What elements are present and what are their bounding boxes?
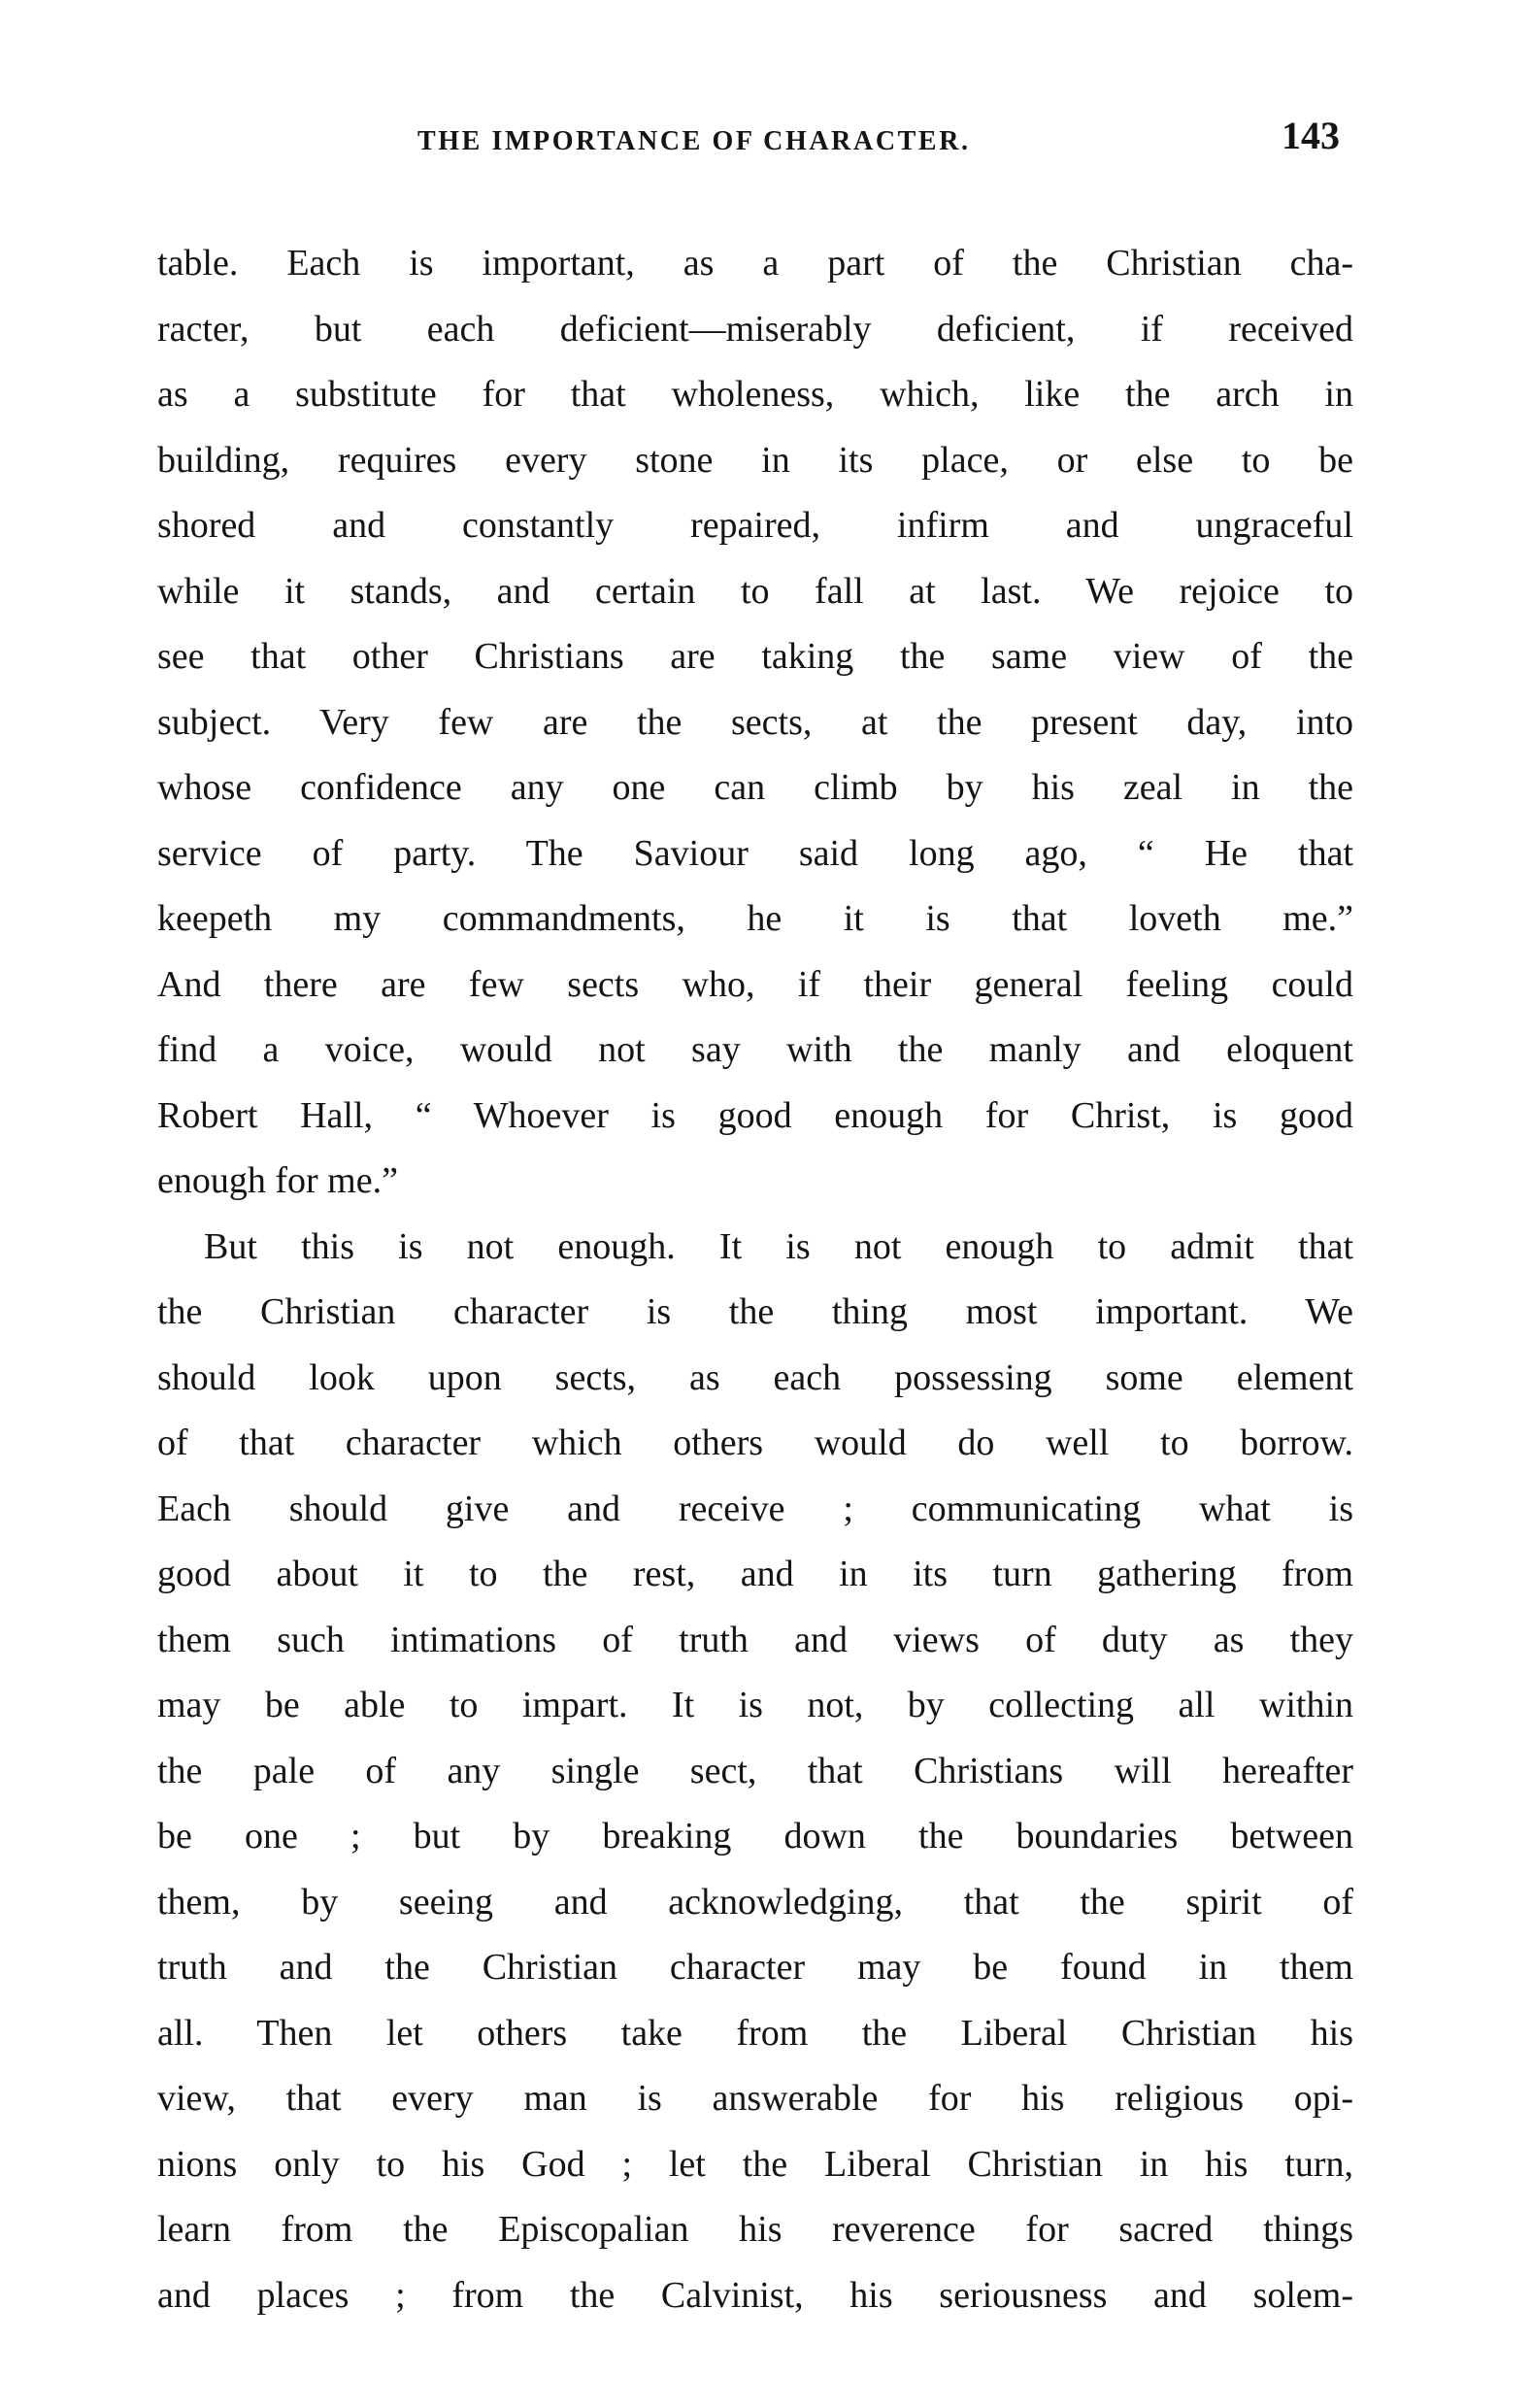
text-line: view, that every man is answerable for his religious opi- [157, 2078, 1353, 2119]
text-line: as a substitute for that wholeness, which, like the arch in [157, 374, 1353, 415]
text-line: see that other Christians are taking the same view of the [157, 636, 1353, 677]
text-line: of that character which others would do well to borrow. [157, 1422, 1353, 1463]
text-line: be one ; but by breaking down the boundaries between [157, 1816, 1353, 1856]
text-line: Robert Hall, “ Whoever is good enough for Christ, is good [157, 1094, 1353, 1136]
text-line: shored and constantly repaired, infirm and ungraceful [157, 505, 1353, 546]
text-line: Each should give and receive ; communicating what is [157, 1488, 1353, 1529]
text-line: whose confidence any one can climb by his zeal in the [157, 767, 1353, 808]
text-line: learn from the Episcopalian his reverence for sacred things [157, 2209, 1353, 2250]
text-line: the Christian character is the thing most important. We [157, 1291, 1353, 1332]
body-text [157, 231, 1353, 2328]
text-line: them, by seeing and acknowledging, that the spirit of [157, 1881, 1353, 1923]
running-head [155, 113, 1340, 171]
text-line: nions only to his God ; let the Liberal Christian in his turn, [157, 2143, 1353, 2185]
text-line: good about it to the rest, and in its turn gathering from [157, 1554, 1353, 1594]
text-line: truth and the Christian character may be found in them [157, 1947, 1353, 1988]
text-line: them such intimations of truth and views of duty as they [157, 1619, 1353, 1660]
text-line: And there are few sects who, if their general feeling could [157, 963, 1353, 1005]
text-line: racter, but each deficient—miserably deficient, if received [157, 308, 1353, 350]
page-number: 143 [1282, 114, 1340, 157]
text-line: subject. Very few are the sects, at the present day, into [157, 701, 1353, 743]
text-line: find a voice, would not say with the manly and eloquent [157, 1029, 1353, 1070]
text-line: while it stands, and certain to fall at last. We rejoice to [157, 570, 1353, 612]
text-line: keepeth my commandments, he it is that loveth me.” [157, 898, 1353, 939]
running-title: THE IMPORTANCE OF CHARACTER. [417, 126, 971, 156]
text-line: may be able to impart. It is not, by collecting all within [157, 1685, 1353, 1725]
text-line: table. Each is important, as a part of the Christian cha- [157, 243, 1353, 284]
text-line: the pale of any single sect, that Christians will hereafter [157, 1750, 1353, 1791]
text-line: enough for me.” [157, 1160, 398, 1201]
text-line: all. Then let others take from the Liberal Christian his [157, 2012, 1353, 2054]
text-line: and places ; from the Calvinist, his seriousness and solem- [157, 2274, 1353, 2316]
paragraph-start-line: But this is not enough. It is not enough to admit that [204, 1225, 1353, 1267]
text-line: building, requires every stone in its place, or else to be [157, 439, 1353, 481]
text-line: should look upon sects, as each possessing some element [157, 1356, 1353, 1398]
text-line: service of party. The Saviour said long ago, “ He that [157, 832, 1353, 874]
